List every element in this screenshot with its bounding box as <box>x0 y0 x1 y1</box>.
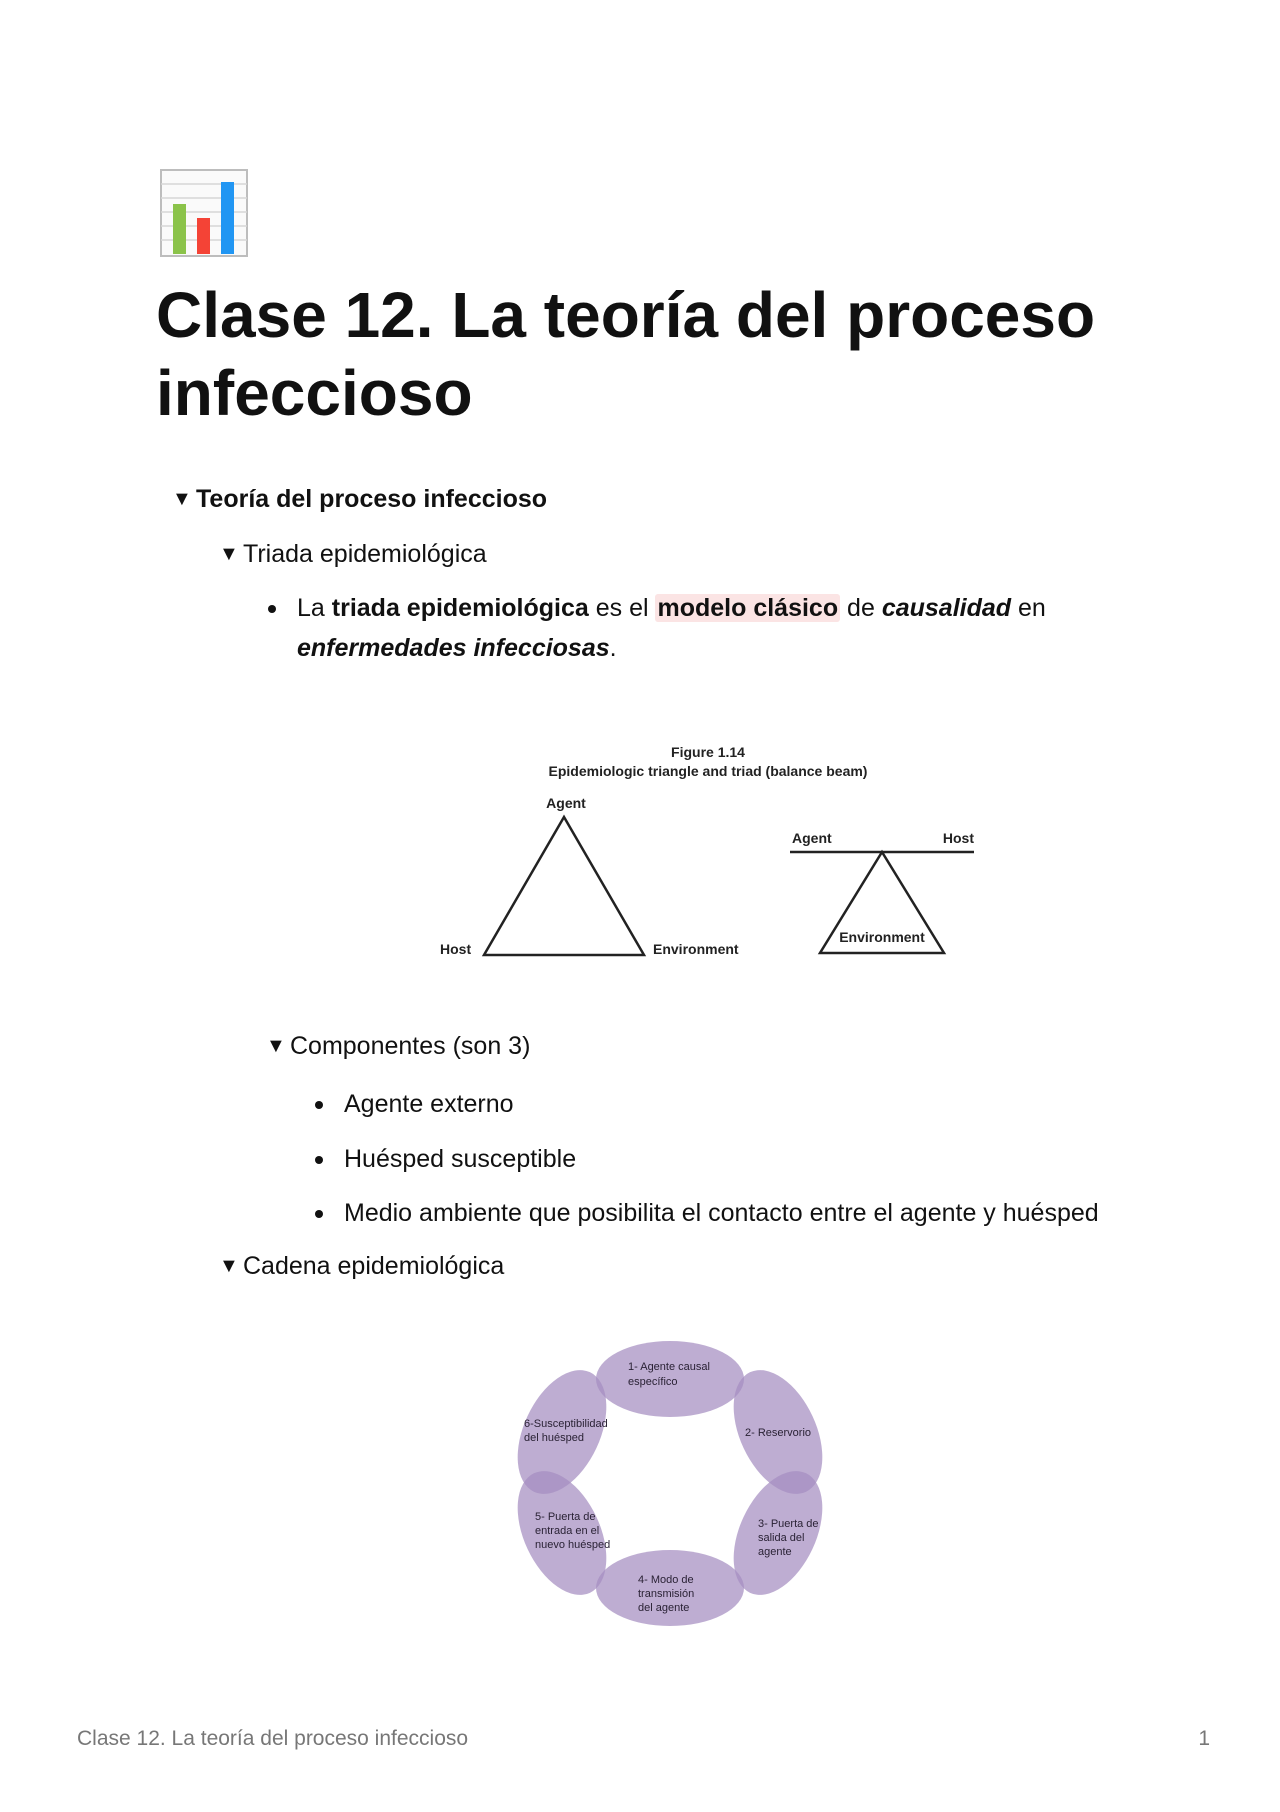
chain-step-5: 5- Puerta de entrada en el nuevo huésped <box>535 1511 611 1551</box>
chain-step-3: 3- Puerta de salida del agente <box>758 1518 819 1558</box>
bullet-icon <box>315 1210 323 1218</box>
page-title-line-1: Clase 12. La teoría del proceso <box>156 279 1096 351</box>
text-run: en <box>1011 594 1046 622</box>
page-number: 1 <box>1198 1727 1210 1750</box>
triada-paragraph-line-2 <box>297 632 617 664</box>
figure-subtitle: Epidemiologic triangle and triad (balance beam) <box>548 763 868 779</box>
toggle-triada[interactable] <box>219 538 487 570</box>
page-title <box>156 276 1156 432</box>
text-run: La <box>297 594 332 622</box>
toggle-cadena[interactable] <box>219 1250 504 1282</box>
chain-step-6: 6-Susceptibilidad del huésped <box>524 1418 608 1444</box>
text-run: es el <box>588 594 656 622</box>
caret-down-icon[interactable]: ▼ <box>219 543 239 565</box>
triangle-label-host: Host <box>440 941 472 957</box>
text-run: . <box>609 634 617 662</box>
list-item: Agente externo <box>344 1090 514 1118</box>
caret-down-icon[interactable]: ▼ <box>266 1035 286 1057</box>
beam-label-agent: Agent <box>792 830 832 846</box>
beam-label-environment: Environment <box>839 929 925 945</box>
epidemiologic-triad-figure <box>430 735 990 965</box>
toggle-componentes[interactable] <box>266 1030 530 1062</box>
bullet-icon <box>315 1101 323 1109</box>
bar-chart-icon <box>159 168 249 258</box>
bullet-icon <box>268 605 276 613</box>
text-run-bold: triada epidemiológica <box>331 594 589 622</box>
text-run: de <box>840 594 882 622</box>
bullet-icon <box>315 1156 323 1164</box>
chain-step-2: 2- Reservorio <box>745 1427 812 1439</box>
highlighted-text: modelo clásico <box>657 594 839 622</box>
page-title-line-2: infeccioso <box>156 357 473 429</box>
list-item: Medio ambiente que posibilita el contacto entre el agente y huésped <box>344 1199 1099 1227</box>
list-item: Huésped susceptible <box>344 1145 577 1173</box>
epidemiological-chain-diagram <box>500 1330 850 1640</box>
triangle-label-agent: Agent <box>546 795 586 811</box>
text-run-bold-italic: causalidad <box>881 594 1012 622</box>
text-run-bold-italic: enfermedades infecciosas <box>297 634 610 662</box>
toggle-teoria-label: Teoría del proceso infeccioso <box>196 485 548 513</box>
beam-label-host: Host <box>942 830 974 846</box>
toggle-teoria[interactable] <box>172 483 547 515</box>
toggle-componentes-label: Componentes (son 3) <box>290 1032 531 1060</box>
chain-step-1: 1- Agente causal específico <box>628 1361 710 1388</box>
triangle-label-environment: Environment <box>653 941 739 957</box>
figure-title: Figure 1.14 <box>671 744 745 760</box>
caret-down-icon[interactable]: ▼ <box>172 488 192 510</box>
toggle-cadena-label: Cadena epidemiológica <box>243 1252 505 1280</box>
chain-step-4: 4- Modo de transmisión del agente <box>638 1574 695 1614</box>
toggle-triada-label: Triada epidemiológica <box>243 540 487 568</box>
footer-title: Clase 12. La teoría del proceso infeccioso <box>77 1727 469 1750</box>
triangle-shape <box>484 817 644 955</box>
triada-paragraph-line-1 <box>297 592 1046 624</box>
caret-down-icon[interactable]: ▼ <box>219 1255 239 1277</box>
